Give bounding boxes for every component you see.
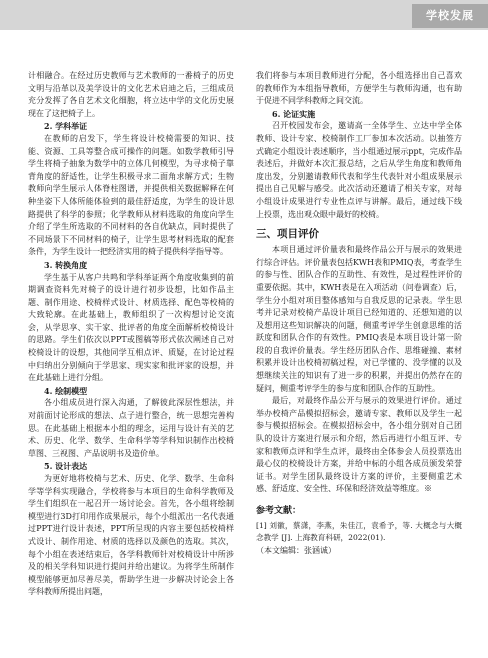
section-badge: 学校发展 [412,4,488,28]
subheading: 4. 绘制模型 [44,385,88,396]
header-bar [0,0,488,30]
paragraph: 我们将参与本项目教师进行分配，各小组选择出自己喜欢的教师作为本组指导教师，方便学生与教师沟通，也有助于促进不同学科教师之间交流。 [256,71,462,106]
subheading: 6. 论证实施 [272,108,316,119]
subheading: 5. 设计表达 [44,461,88,472]
subheading: 2. 学科举证 [44,121,88,132]
section-heading: 三、项目评价 [256,228,319,241]
paragraph: 学生基于从客户共鸣和学科举证两个角度收集到的前期调查资料先对椅子的设计进行初步设想，比如作品主题、制作用途、校椅样式设计、材质选择、配色等校椅的大致轮廓。在此基础上，教师组织了一次构想讨论交流会，从学思享、实干家、批评者的角度全面解析校椅设计的思路。学生们依次以PPT或图稿等形式依次阐述自己对校椅设计的设想，其他同学互相点评、质疑，在讨论过程中归纳出分别倾向于学思家、现实家和批评家的设想，并在此基础上进行分组。 [28,272,234,383]
reference-item: [1] 刘徽，蔡潇，李燕，朱佳江，袁希予，等. 大概念与大概念教学 [J]. 上海教育科研，2022(01). [256,521,462,542]
paragraph: 为更好地将校椅与艺术、历史、化学、数学、生命科学等学科实现融合，学校将参与本项目的生命科学教师及学生们组织在一起召开一场讨论会。首先，各小组将绘制模型进行3D打印用作成果展示，每个小组派出一名代表通过PPT进行设计表述，PPT所呈现的内容主要包括校椅样式设计、制作用途、材质的选择以及颜色的选取。其次，每个小组在表述结束后，各学科教师针对校椅设计中所涉及的相关学科知识进行提问并给出建议。为将学生所制作模型能够更加尽善尽美，帮助学生进一步解决讨论会上各学科教师所提出问题， [28,474,234,597]
references-title: 参考文献： [256,506,302,516]
paragraph: 各小组成员进行深入沟通，了解彼此深层性想法，并对前面讨论形成的想法、点子进行整合，统一思想完善构思。在此基础上根据本小组的理念，运用与设计有关的艺术、历史、化学、数学、生命科学等学科知识制作出校椅草图、三视图、产品说明书及造价单。 [28,398,234,458]
subheading: 3. 转换角度 [44,259,88,270]
editor-note: （本文编辑：张涵诚） [256,546,336,555]
paragraph: 本项目通过评价量表和最终作品公开与展示的效果进行综合评估。评价量表包括KWH表和PMIQ表，考查学生的参与性、团队合作的互助性、有效性，是过程性评价的重要依据。其中，KWH表是在入项活动（问卷调查）后，学生分小组对项目整体感知与自我反思的记录表。学生思考并记录对校椅产品设计项目已经知道的、还想知道的以及想用这些知识解决的问题，侧重考评学生创意思维的活跃度和团队合作的有效性。PMIQ表是本项目设计第一阶段的自我评价量表。学生经历团队合作、思维碰撞、素材积累并设计出校椅初稿过程，对已学懂的、没学懂的以及想继续关注的知识有了进一步的积累，并提出仍然存在的疑问，侧重考评学生的参与度和团队合作的互助性。 [256,245,462,393]
left-column [28,70,234,652]
paragraph: 最后，对最终作品公开与展示的效果进行评价。通过举办校椅产品模拟招标会，邀请专家、教师以及学生一起参与模拟招标会。在模拟招标会中，各小组分别对自己团队的设计方案进行展示和介绍，然后再进行小组互评、专家和教师点评和学生点评，最终由全体参会人员投票选出最心仪的校椅设计方案，并给中标的小组各成员颁发荣誉证书。对学生团队最终设计方案的评价，主要侧重艺术感、舒适度、安全性、环保和经济效益等维度。※ [256,396,462,494]
paragraph: 计相融合。在经过历史教师与艺术教师的一番椅子的历史文明与沿革以及美学设计的文化艺术启迪之后，三组成员充分发挥了各自艺术文化细胞，将立达中学的文化历史展现在了这把椅子上。 [28,71,234,118]
paragraph: 召开校园发布会，邀请高一全体学生、立达中学全体教师、设计专家、校椅制作工厂参加本次活动。以抽签方式确定小组设计表述顺序，当小组通过展示ppt，完成作品表述后，并做好本次汇报总结，之后从学生角度和教师角度出发，分别邀请教师代表和学生代表针对小组成果展示提出自己见解与感受。此次活动还邀请了相关专家，对每小组设计成果进行专业性点评与讲解。最后，通过线下线上投票，选出观众眼中最好的校椅。 [256,121,462,219]
paragraph: 在教师的启发下，学生将设计校椅需要的知识、技能、资源、工具等整合成可操作的问题。如数学教师引导学生将椅子抽象为数学中的立体几何模型，为寻求椅子靠背角度的舒适性，让学生积极寻求二面角求解方式；生物教师向学生展示人体脊柱图谱，并提供相关数据解释在何种坐姿下人体所能体验到的最佳舒适度，为学生的设计思路提供了科学的参照；化学教师从材料选取的角度向学生介绍了学生所选取的不同材料的各自优缺点，同时提供了不同场景下不同材料的椅子，让学生思考材料选取的配套条件，为学生设计一把经济实用的椅子提供科学指导等。 [28,133,234,257]
right-column [256,70,462,652]
